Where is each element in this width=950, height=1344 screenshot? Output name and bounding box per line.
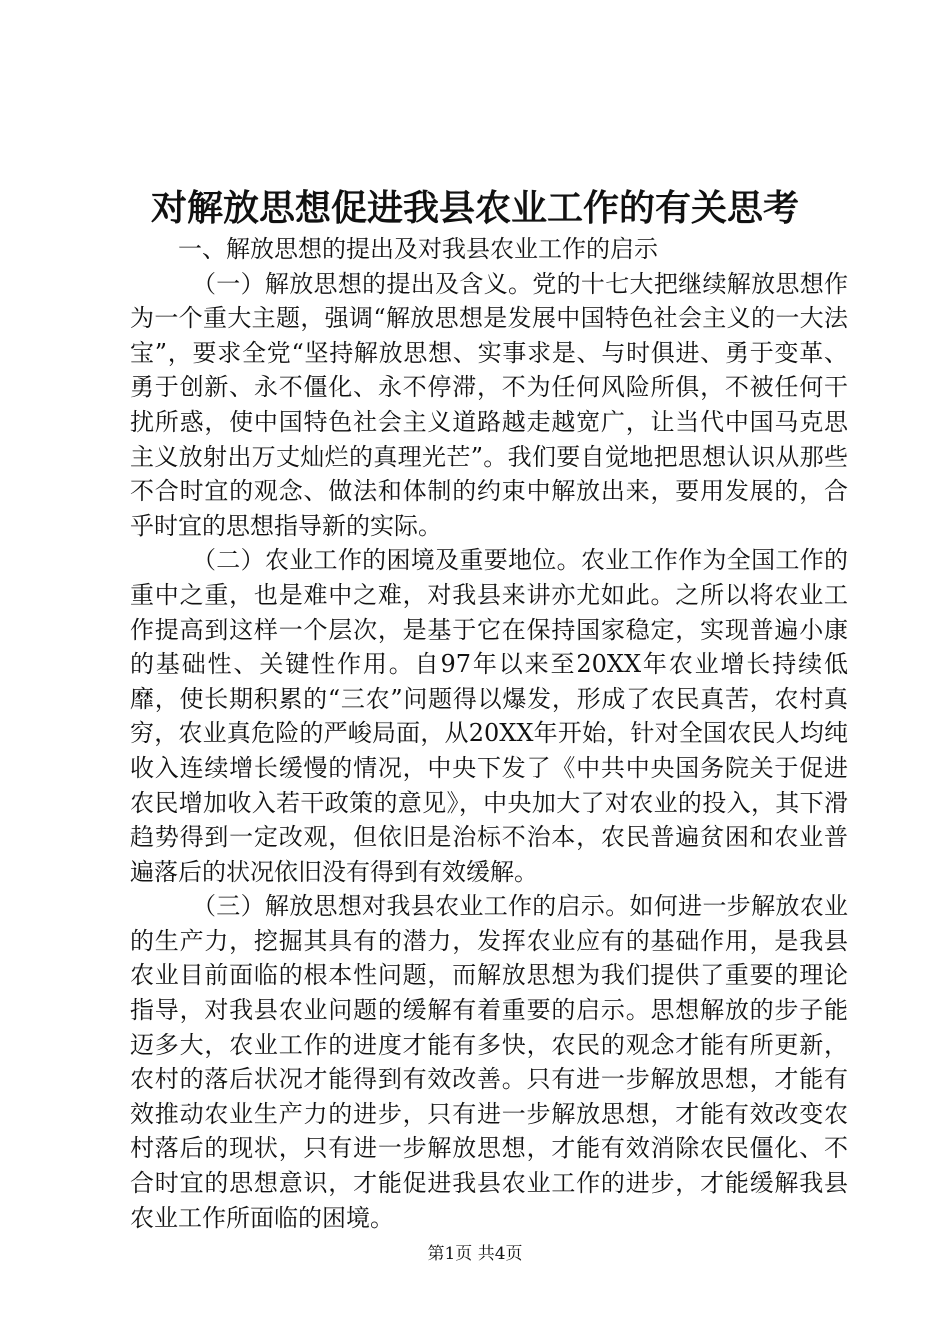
paragraph-3: （三）解放思想对我县农业工作的启示。如何进一步解放农业的生产力，挖掘其具有的潜力，发挥农业应有的基础作用，是我县农业目前面临的根本性问题，而解放思想为我们提供了重要的理论指导，对我县农业问题的缓解有着重要的启示。思想解放的步子能迈多大，农业工作的进度才能有多快，农民的观念才能有所更新，农村的落后状况才能得到有效改善。只有进一步解放思想，才能有效推动农业生产力的进步，只有进一步解放思想，才能有效改变农村落后的现状，只有进一步解放思想，才能有效消除农民僵化、不合时宜的思想意识，才能促进我县农业工作的进步，才能缓解我县农业工作所面临的困境。 xyxy=(130,892,848,1232)
paragraph-2: （二）农业工作的困境及重要地位。农业工作作为全国工作的重中之重，也是难中之难，对我县来讲亦尤如此。之所以将农业工作提高到这样一个层次，是基于它在保持国家稳定，实现普遍小康的基础性、关键性作用。自97年以来至20XX年农业增长持续低靡，使长期积累的“三农”问题得以爆发，形成了农民真苦，农村真穷，农业真危险的严峻局面，从20XX年开始，针对全国农民人均纯收入连续增长缓慢的情况，中央下发了《中共中央国务院关于促进农民增加收入若干政策的意见》，中央加大了对农业的投入，其下滑趋势得到一定改观，但依旧是治标不治本，农民普遍贫困和农业普遍落后的状况依旧没有得到有效缓解。 xyxy=(130,546,848,886)
document-title: 对解放思想促进我县农业工作的有关思考 xyxy=(150,187,799,229)
document-body xyxy=(130,232,848,1235)
section-heading: 一、解放思想的提出及对我县农业工作的启示 xyxy=(178,235,658,263)
paragraph-1: （一）解放思想的提出及含义。党的十七大把继续解放思想作为一个重大主题，强调“解放思想是发展中国特色社会主义的一大法宝”，要求全党“坚持解放思想、实事求是、与时俱进、勇于变革、勇于创新、永不僵化、永不停滞，不为任何风险所俱，不被任何干扰所惑，使中国特色社会主义道路越走越宽广，让当代中国马克思主义放射出万丈灿烂的真理光芒”。我们要自觉地把思想认识从那些不合时宜的观念、做法和体制的约束中解放出来，要用发展的，合乎时宜的思想指导新的实际。 xyxy=(130,269,848,540)
page-footer: 第1页 共4页 xyxy=(427,1244,523,1264)
